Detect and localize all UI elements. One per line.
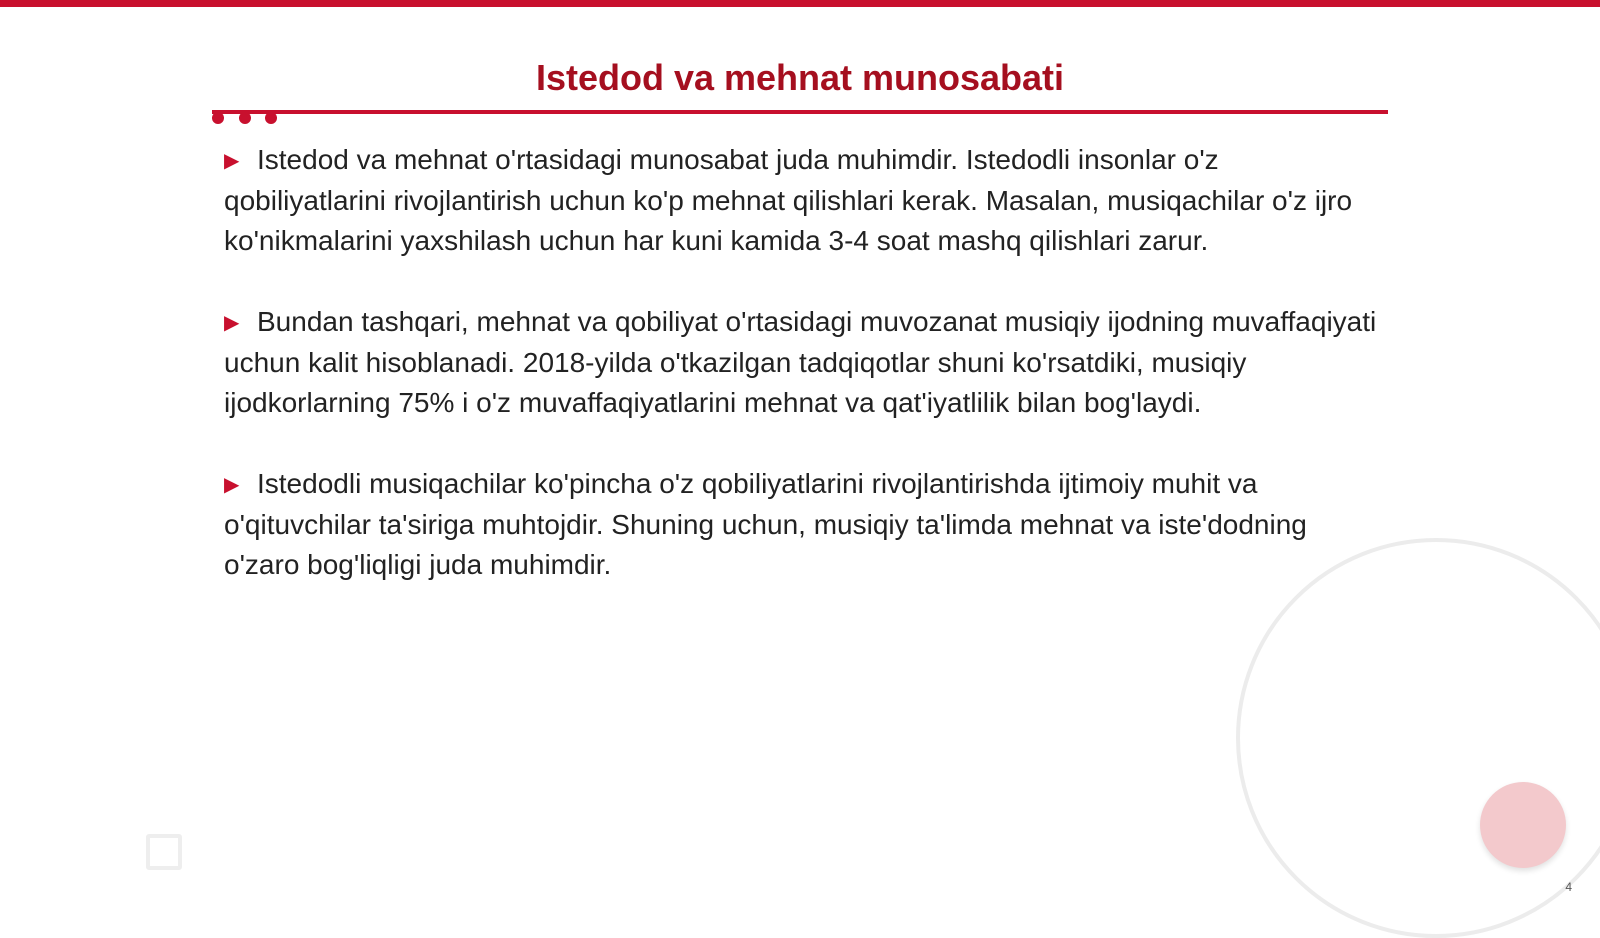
- bullet-text: Bundan tashqari, mehnat va qobiliyat o'rtasidagi muvozanat musiqiy ijodning muvaffaqiyati uchun kalit hisoblanadi. 2018-yilda o'tkazilgan tadqiqotlar shuni ko'rsatdiki, musiqiy ijodkorlarning 75% i o'z muvaffaqiyatlarini mehnat va qat'iyatlilik bilan bog'laydi.: [224, 306, 1377, 418]
- page-number: 4: [1565, 880, 1572, 894]
- triangle-right-icon: ▶: [224, 474, 240, 496]
- bullet-item: [224, 464, 1384, 585]
- decor-dot: [212, 112, 224, 124]
- bullet-list: [224, 140, 1384, 626]
- title-underline: [212, 110, 1388, 114]
- triangle-right-icon: ▶: [224, 312, 240, 334]
- top-accent-stripe: [0, 0, 1600, 7]
- bullet-text: Istedod va mehnat o'rtasidagi munosabat juda muhimdir. Istedodli insonlar o'z qobiliyatlarini rivojlantirish uchun ko'p mehnat qilishlari kerak. Masalan, musiqachilar o'z ijro ko'nikmalarini yaxshilash uchun har kuni kamida 3-4 soat mashq qilishlari zarur.: [224, 144, 1353, 256]
- triangle-right-icon: ▶: [224, 150, 240, 172]
- bullet-item: [224, 140, 1384, 261]
- decor-circle: [1480, 782, 1566, 868]
- decor-dot: [239, 112, 251, 124]
- bullet-text: Istedodli musiqachilar ko'pincha o'z qobiliyatlarini rivojlantirishda ijtimoiy muhit va o'qituvchilar ta'siriga muhtojdir. Shuning uchun, musiqiy ta'limda mehnat va iste'dodning o'zaro bog'liqligi juda muhimdir.: [224, 468, 1307, 580]
- slide-title: Istedod va mehnat munosabati: [535, 57, 1065, 98]
- decor-dot: [265, 112, 277, 124]
- bullet-item: [224, 302, 1384, 423]
- decor-square: [146, 834, 182, 870]
